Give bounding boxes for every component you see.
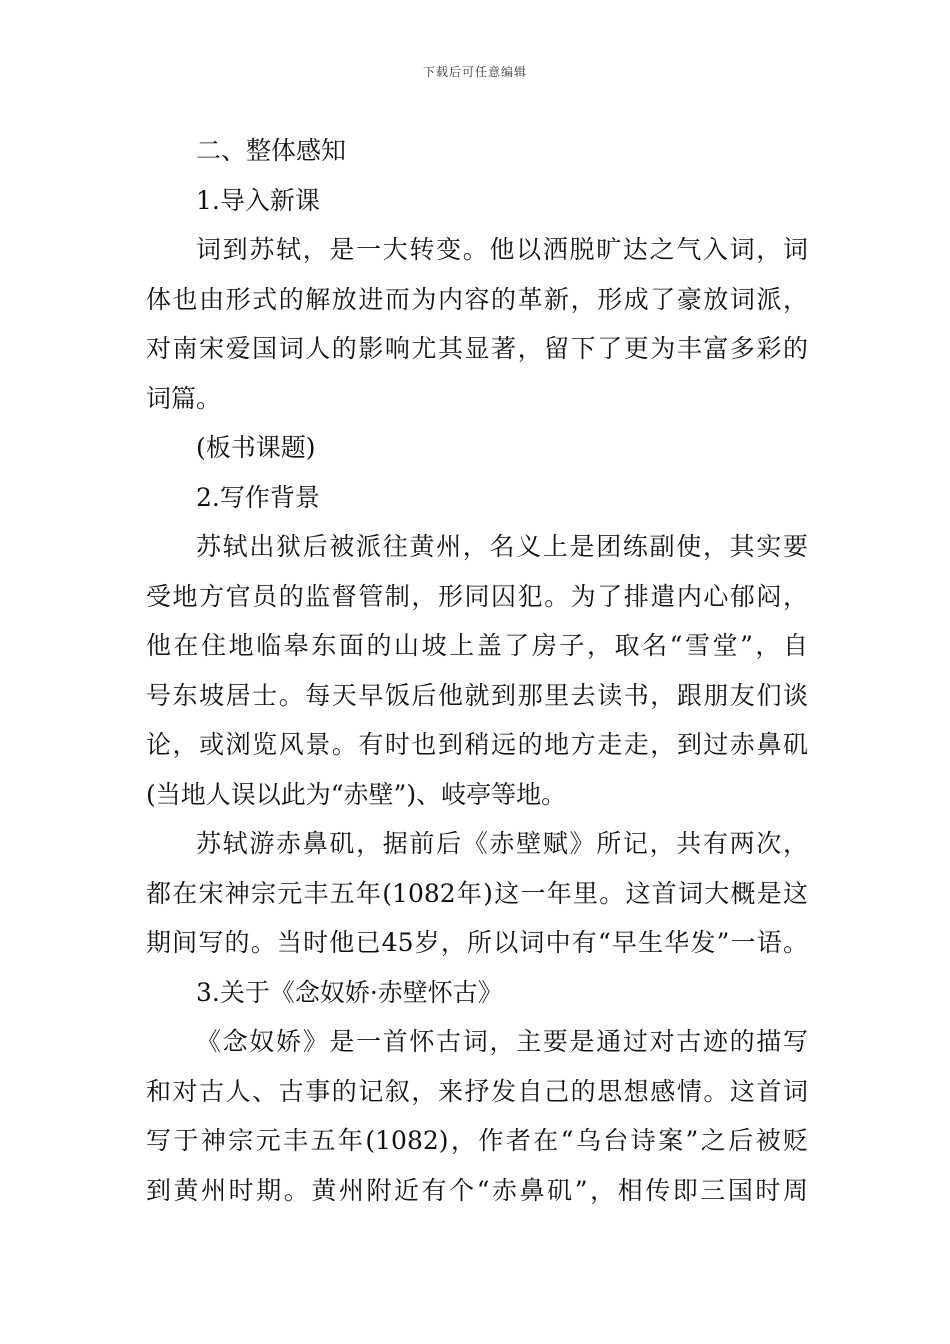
text-line: 《念奴娇》是一首怀古词，主要是通过对古迹的描写: [196, 1027, 808, 1056]
text-line: 期间写的。当时他已45岁，所以词中有“早生华发”一语。: [146, 928, 808, 957]
text-line: 1.导入新课: [196, 185, 320, 215]
text-line: 词到苏轼，是一大转变。他以洒脱旷达之气入词，词: [196, 235, 808, 264]
text-line: 对南宋爱国词人的影响尤其显著，留下了更为丰富多彩的: [146, 334, 808, 363]
text-line: 词篇。: [146, 383, 222, 413]
text-line: 和对古人、古事的记叙，来抒发自己的思想感情。这首词: [146, 1076, 808, 1106]
text-line: 二、整体感知: [196, 136, 347, 165]
page-header: 下载后可任意编辑: [422, 65, 527, 79]
text-line: (板书课题): [196, 433, 316, 462]
text-line: 受地方官员的监督管制，形同囚犯。为了排遣内心郁闷，: [146, 581, 808, 611]
text-line: 写于神宗元丰五年(1082)，作者在“乌台诗案”之后被贬: [146, 1126, 808, 1155]
text-line: 都在宋神宗元丰五年(1082年)这一年里。这首词大概是这: [146, 878, 808, 908]
text-line: 苏轼游赤鼻矶，据前后《赤壁赋》所记，共有两次，: [196, 829, 808, 858]
document-body: [146, 126, 808, 1215]
text-line: 体也由形式的解放进而为内容的革新，形成了豪放词派，: [146, 284, 808, 314]
text-line: 到黄州时期。黄州附近有个“赤鼻矶”，相传即三国时周: [146, 1175, 808, 1205]
text-line: 2.写作背景: [196, 482, 320, 512]
text-line: 号东坡居士。每天早饭后他就到那里去读书，跟朋友们谈: [146, 680, 808, 710]
text-line: 论，或浏览风景。有时也到稍远的地方走走，到过赤鼻矶: [146, 730, 808, 759]
text-line: 他在住地临皋东面的山坡上盖了房子，取名“雪堂”，自: [146, 631, 808, 660]
text-line: 苏轼出狱后被派往黄州，名义上是团练副使，其实要: [196, 532, 808, 561]
text-line: 3.关于《念奴娇·赤壁怀古》: [196, 977, 503, 1007]
text-line: (当地人误以此为“赤壁”)、岐亭等地。: [146, 779, 567, 809]
